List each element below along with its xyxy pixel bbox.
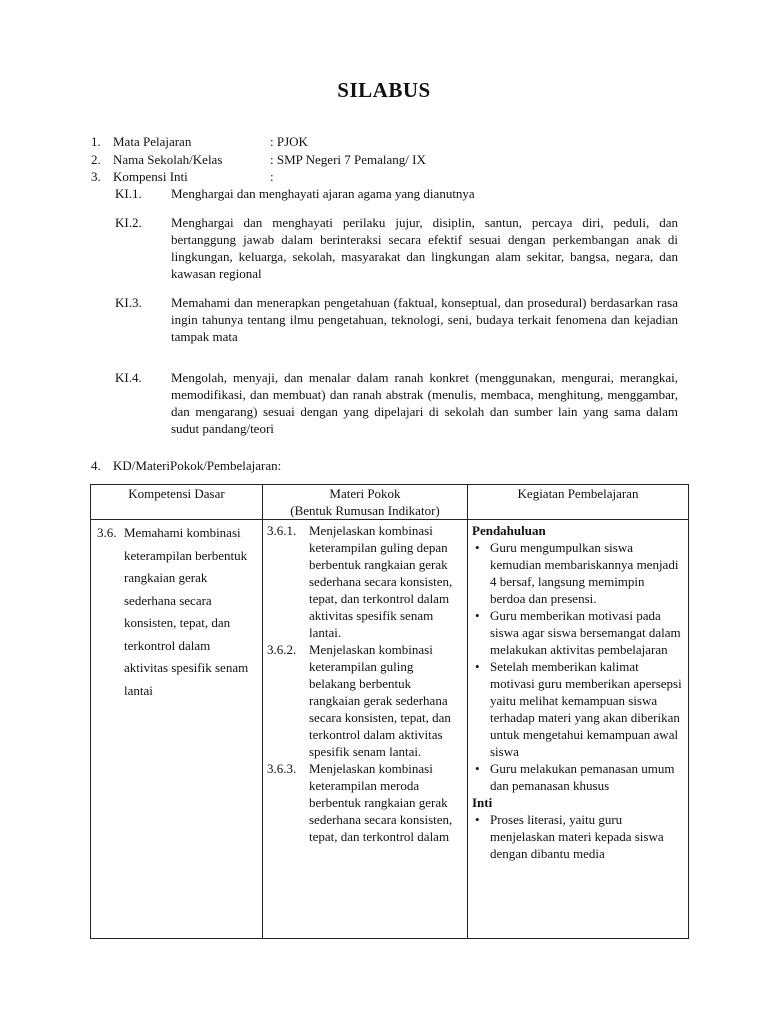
info-num: 1. (91, 134, 101, 149)
materi-num: 3.6.2. (267, 642, 297, 657)
ki-text: Memahami dan menerapkan pengetahuan (faktual, konseptual, dan prosedural) berdasarkan rasa ingin tahunya tentang ilmu pengetahuan, teknologi, seni, budaya terkait fenomena dan kejadian tampak mata (171, 295, 678, 344)
header-materi-pokok: Materi Pokok (Bentuk Rumusan Indikator) (263, 485, 468, 520)
materi-text: Menjelaskan kombinasi keterampilan meroda berbentuk rangkaian gerak sederhana secara konsisten, tepat, dan terkontrol dalam (309, 761, 453, 844)
ki-code: KI.3. (115, 295, 142, 310)
materi-item (263, 641, 463, 760)
info-label: Kompensi Inti (113, 169, 188, 184)
materi-item (263, 760, 463, 845)
materi-num: 3.6.3. (267, 761, 297, 776)
materi-text: Menjelaskan kombinasi keterampilan guling depan berbentuk rangkaian gerak sederhana secara konsisten, tepat, dan terkontrol dalam aktivitas spesifik senam lantai. (309, 523, 453, 640)
info-num: 3. (91, 169, 101, 184)
ki-text: Mengolah, menyaji, dan menalar dalam ranah konkret (menggunakan, mengurai, merangkai, memodifikasi, dan membuat) dan ranah abstrak (menulis, membaca, menghitung, menggambar, dan mengarang) sesuai dengan yang dipelajari di sekolah dan sumber lain yang sama dalam sudut pandang/teori (171, 370, 678, 436)
header-kompetensi-dasar: Kompetensi Dasar (91, 485, 263, 520)
kd-table (90, 484, 689, 939)
kd-text: Memahami kombinasi keterampilan berbentuk rangkaian gerak sederhana secara konsisten, tepat, dan terkontrol dalam aktivitas spesifik senam lantai (124, 525, 249, 698)
ki-code: KI.2. (115, 215, 142, 230)
section-label: KD/MateriPokok/Pembelajaran: (113, 458, 282, 473)
table-header-row (91, 485, 689, 520)
info-num: 2. (91, 152, 101, 167)
ki-text: Menghargai dan menghayati perilaku jujur, disiplin, santun, percaya diri, peduli, dan bertanggung jawab dalam berinteraksi secara efektif sesuai dengan perkembangan anak di lingkungan, keluarga, sekolah, masyarakat dan lingkungan alam sekitar, bangsa, negara, dan kawasan regional (171, 215, 678, 281)
materi-text: Menjelaskan kombinasi keterampilan guling belakang berbentuk rangkaian gerak sederhana secara konsisten, tepat, dan terkontrol dalam aktivitas spesifik senam lantai. (309, 642, 451, 759)
header-kegiatan-pembelajaran: Kegiatan Pembelajaran (468, 485, 689, 520)
info-label: Mata Pelajaran (113, 134, 192, 149)
kegiatan-bullet: • Guru melakukan pemanasan umum dan pemanasan khusus (472, 760, 682, 794)
document-title: SILABUS (337, 78, 431, 102)
materi-cell (263, 520, 468, 939)
table-row (91, 520, 689, 939)
kd-cell (91, 520, 263, 939)
kegiatan-bullet: • Proses literasi, yaitu guru menjelaskan materi kepada siswa dengan dibantu media (472, 811, 682, 862)
kd-num: 3.6. (97, 525, 117, 540)
ki-code: KI.1. (115, 186, 142, 201)
pendahuluan-heading: Pendahuluan (472, 523, 546, 538)
kegiatan-bullet: • Guru mengumpulkan siswa kemudian membariskannya menjadi 4 bersaf, langsung memimpin berdoa dan presensi. (472, 539, 682, 607)
info-value: : SMP Negeri 7 Pemalang/ IX (270, 152, 426, 167)
kegiatan-bullet: • Setelah memberikan kalimat motivasi guru memberikan apersepsi yaitu melihat kemampuan siswa terhadap materi yang akan diberikan untuk mengetahui kemampuan awal siswa (472, 658, 682, 760)
materi-item (263, 522, 463, 641)
inti-heading: Inti (472, 795, 493, 810)
ki-code: KI.4. (115, 370, 142, 385)
kegiatan-bullet: • Guru memberikan motivasi pada siswa agar siswa bersemangat dalam melakukan aktivitas pembelajaran (472, 607, 682, 658)
kegiatan-cell (468, 520, 689, 939)
ki-text: Menghargai dan menghayati ajaran agama yang dianutnya (171, 186, 475, 201)
materi-num: 3.6.1. (267, 523, 297, 538)
info-value: : PJOK (270, 134, 308, 149)
section-num: 4. (91, 458, 101, 473)
info-label: Nama Sekolah/Kelas (113, 152, 223, 167)
info-value: : (270, 169, 274, 184)
